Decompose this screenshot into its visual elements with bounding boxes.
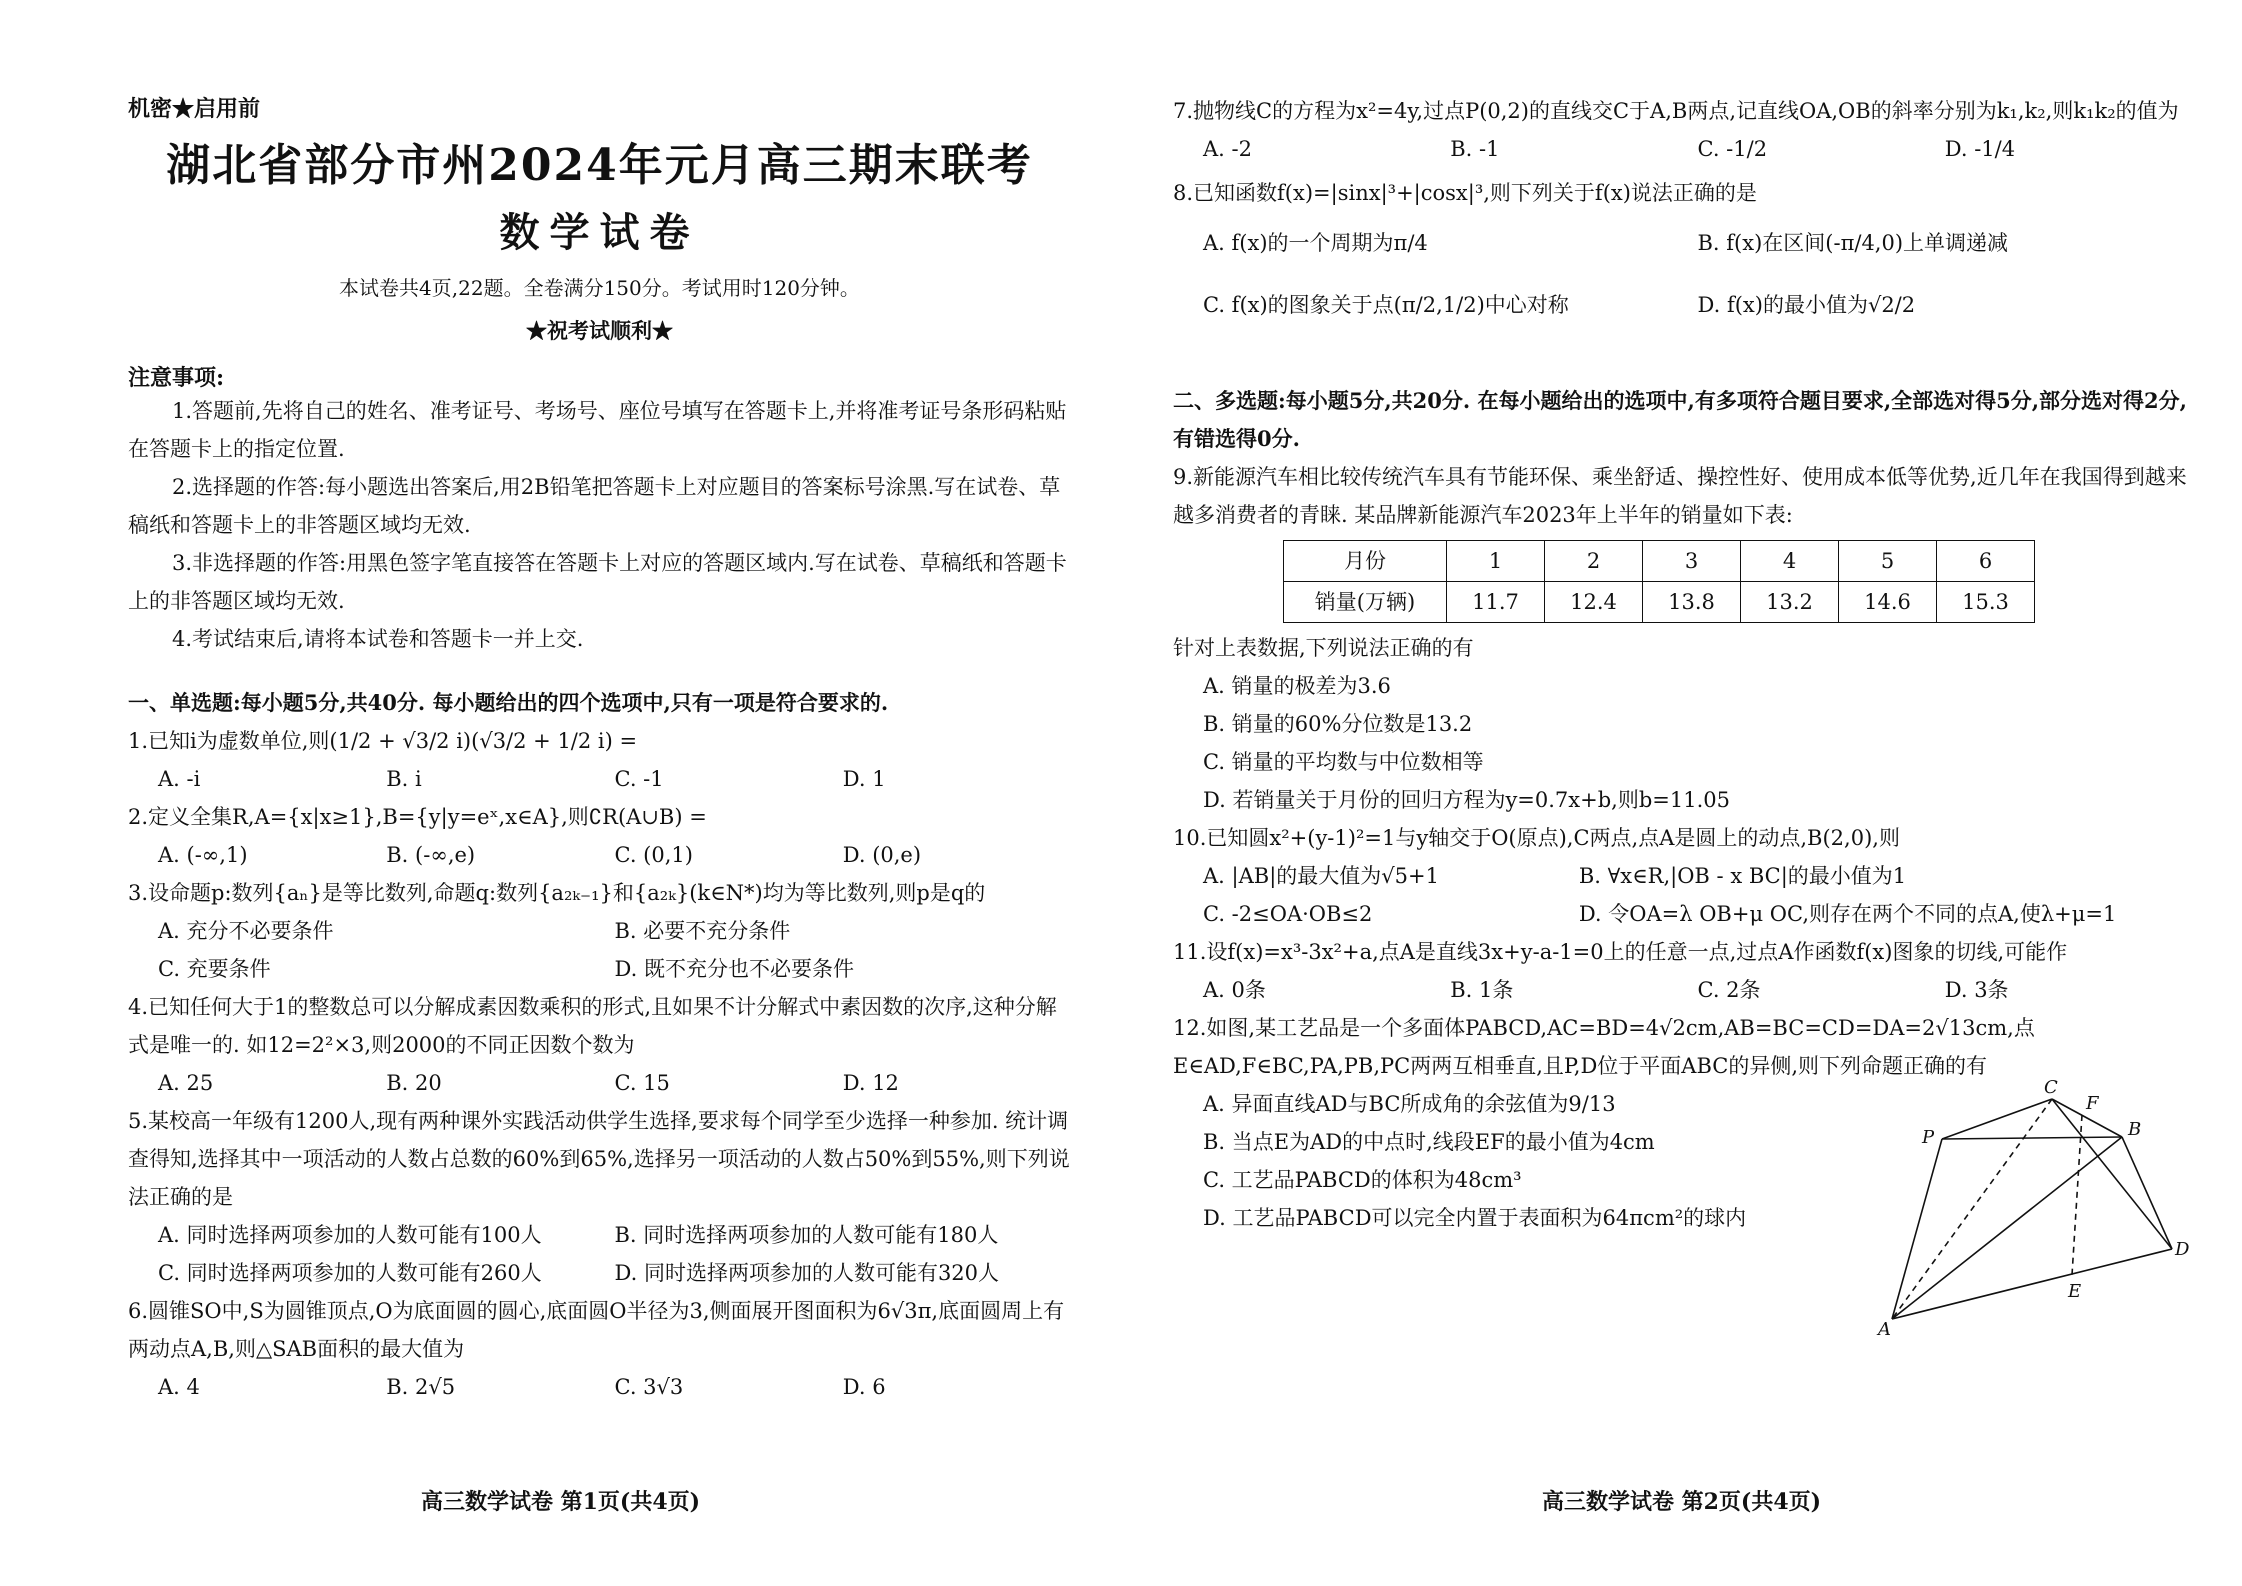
figure-label: P — [1922, 1127, 1935, 1148]
option-a: A. |AB|的最大值为√5+1 — [1203, 864, 1439, 888]
sales-table — [1283, 540, 2035, 623]
table-cell: 1 — [1447, 541, 1545, 582]
option-d: D. 1 — [842, 767, 886, 791]
option-d: D. 6 — [842, 1375, 886, 1399]
question-5 — [128, 1102, 1071, 1292]
question-stem: 10.已知圆x²+(y-1)²=1与y轴交于O(原点),C两点,点A是圆上的动点,B(2,0),则 — [1173, 826, 1900, 850]
option-d: D. 3条 — [1944, 978, 2009, 1002]
table-cell: 6 — [1937, 541, 2035, 582]
polyhedron-figure — [1872, 1079, 2192, 1339]
question-stem: 4.已知任何大于1的整数总可以分解成素因数乘积的形式,且如果不计分解式中素因数的次序,这种分解式是唯一的. 如12=2²×3,则2000的不同正因数个数为 — [128, 995, 1057, 1057]
option-d: D. 令OA=λ OB+μ OC,则存在两个不同的点A,使λ+μ=1 — [1578, 902, 2117, 926]
table-cell: 3 — [1643, 541, 1741, 582]
page-2 — [1121, 0, 2242, 1586]
edge-pc — [1942, 1099, 2052, 1139]
question-stem: 5.某校高一年级有1200人,现有两种课外实践活动供学生选择,要求每个同学至少选择一种参加. 统计调查得知,选择其中一项活动的人数占总数的60%到65%,选择另一项活动的人数占50%到55%,则下列说法正确的是 — [128, 1109, 1070, 1209]
table-row — [1284, 541, 2035, 582]
question-stem: 7.抛物线C的方程为x²=4y,过点P(0,2)的直线交C于A,B两点,记直线OA,OB的斜率分别为k₁,k₂,则k₁k₂的值为 — [1173, 99, 2179, 123]
option-d: D. 工艺品PABCD可以完全内置于表面积为64πcm²的球内 — [1203, 1206, 1747, 1230]
option-a: A. (-∞,1) — [158, 843, 248, 867]
option-a: A. 充分不必要条件 — [158, 919, 334, 943]
option-a: A. 0条 — [1203, 978, 1266, 1002]
exam-info: 本试卷共4页,22题。全卷满分150分。考试用时120分钟。 — [339, 276, 860, 300]
table-cell: 15.3 — [1937, 582, 2035, 623]
question-stem: 1.已知i为虚数单位,则(1/2 + √3/2 i)(√3/2 + 1/2 i) = — [128, 729, 638, 753]
option-c: C. f(x)的图象关于点(π/2,1/2)中心对称 — [1203, 293, 1569, 317]
option-b: B. 20 — [386, 1071, 442, 1095]
notice-item: 3.非选择题的作答:用黑色签字笔直接答在答题卡上对应的答题区域内.写在试卷、草稿纸和答题卡上的非答题区域均无效. — [128, 551, 1067, 613]
exam-title: 湖北省部分市州2024年元月高三期末联考 — [166, 140, 1033, 191]
option-a: A. 25 — [158, 1071, 214, 1095]
option-a: A. 4 — [158, 1375, 200, 1399]
edge-pa — [1892, 1139, 1942, 1319]
table-cell: 14.6 — [1839, 582, 1937, 623]
question-10 — [1173, 819, 2192, 933]
figure-label: C — [2044, 1079, 2058, 1098]
question-4 — [128, 988, 1071, 1102]
option-b: B. (-∞,e) — [386, 843, 476, 867]
option-b: B. 必要不充分条件 — [614, 919, 791, 943]
option-b: B. -1 — [1450, 137, 1500, 161]
section-1-heading: 一、单选题:每小题5分,共40分. 每小题给出的四个选项中,只有一项是符合要求的. — [128, 690, 889, 715]
option-c: C. 15 — [614, 1071, 670, 1095]
question-stem: 12.如图,某工艺品是一个多面体PABCD,AC=BD=4√2cm,AB=BC=CD=DA=2√13cm,点E∈AD,F∈BC,PA,PB,PC两两互相垂直,且P,D位于平面ABC的异侧,则下列命题正确的有 — [1173, 1016, 2035, 1078]
confidential-mark: 机密★启用前 — [128, 96, 261, 122]
table-cell: 11.7 — [1447, 582, 1545, 623]
option-d: D. 12 — [842, 1071, 899, 1095]
question-8 — [1173, 174, 2192, 336]
edge-ba — [1892, 1137, 2122, 1319]
figure-label: D — [2175, 1239, 2190, 1260]
edge-ca-hidden — [1892, 1099, 2052, 1319]
question-6 — [128, 1292, 1071, 1406]
option-c: C. -2≤OA·OB≤2 — [1203, 902, 1373, 926]
table-cell: 13.8 — [1643, 582, 1741, 623]
option-b: B. 同时选择两项参加的人数可能有180人 — [614, 1223, 999, 1247]
option-c: C. 3√3 — [614, 1375, 684, 1399]
question-9 — [1173, 458, 2192, 819]
table-cell: 13.2 — [1741, 582, 1839, 623]
edge-cd — [2052, 1099, 2172, 1249]
figure-label: F — [2086, 1093, 2099, 1114]
table-cell: 5 — [1839, 541, 1937, 582]
option-d: D. 若销量关于月份的回归方程为y=0.7x+b,则b=11.05 — [1203, 788, 1731, 812]
option-c: C. 销量的平均数与中位数相等 — [1203, 750, 1484, 774]
question-1 — [128, 722, 1071, 798]
option-c: C. -1 — [614, 767, 664, 791]
option-c: C. 工艺品PABCD的体积为48cm³ — [1203, 1168, 1522, 1192]
table-header-cell: 销量(万辆) — [1284, 582, 1447, 623]
notice-item: 4.考试结束后,请将本试卷和答题卡一并上交. — [172, 627, 584, 651]
edge-ad — [1892, 1249, 2172, 1319]
option-b: B. 当点E为AD的中点时,线段EF的最小值为4cm — [1203, 1130, 1655, 1154]
edge-bd — [2122, 1137, 2172, 1249]
edge-fe-hidden — [2072, 1115, 2082, 1275]
option-a: A. -i — [158, 767, 201, 791]
exam-subtitle: 数学试卷 — [499, 209, 700, 256]
page-1-footer: 高三数学试卷 第1页(共4页) — [420, 1489, 701, 1515]
figure-label: E — [2068, 1281, 2082, 1302]
option-a: A. f(x)的一个周期为π/4 — [1203, 231, 1428, 255]
option-c: C. 同时选择两项参加的人数可能有260人 — [158, 1261, 542, 1285]
option-b: B. ∀x∈R,|OB - x BC|的最小值为1 — [1578, 864, 1907, 888]
question-2 — [128, 798, 1071, 874]
option-d: D. f(x)的最小值为√2/2 — [1697, 293, 1916, 317]
question-7 — [1173, 92, 2192, 168]
table-cell: 4 — [1741, 541, 1839, 582]
edge-pb — [1942, 1137, 2122, 1139]
option-b: B. 1条 — [1450, 978, 1514, 1002]
option-c: C. (0,1) — [614, 843, 693, 867]
notice-item: 1.答题前,先将自己的姓名、准考证号、考场号、座位号填写在答题卡上,并将准考证号条形码粘贴在答题卡上的指定位置. — [128, 399, 1067, 461]
question-stem: 8.已知函数f(x)=|sinx|³+|cosx|³,则下列关于f(x)说法正确的是 — [1173, 181, 1757, 205]
question-stem: 2.定义全集R,A={x|x≥1},B={y|y=eˣ,x∈A},则∁R(A∪B) = — [128, 805, 707, 829]
table-row — [1284, 582, 2035, 623]
good-luck-line: ★祝考试顺利★ — [526, 318, 673, 343]
question-11 — [1173, 933, 2192, 1009]
notice-item: 2.选择题的作答:每小题选出答案后,用2B铅笔把答题卡上对应题目的答案标号涂黑.写在试卷、草稿纸和答题卡上的非答题区域均无效. — [128, 475, 1061, 537]
table-cell: 2 — [1545, 541, 1643, 582]
option-b: B. 销量的60%分位数是13.2 — [1203, 712, 1473, 736]
option-b: B. f(x)在区间(-π/4,0)上单调递减 — [1697, 231, 2009, 255]
question-stem: 6.圆锥SO中,S为圆锥顶点,O为底面圆的圆心,底面圆O半径为3,侧面展开图面积为6√3π,底面圆周上有两动点A,B,则△SAB面积的最大值为 — [128, 1299, 1065, 1361]
section-2-heading: 二、多选题:每小题5分,共20分. 在每小题给出的选项中,有多项符合题目要求,全部选对得5分,部分选对得2分,有错选得0分. — [1173, 388, 2187, 451]
option-b: B. 2√5 — [386, 1375, 456, 1399]
option-d: D. -1/4 — [1944, 137, 2016, 161]
option-a: A. 销量的极差为3.6 — [1203, 674, 1391, 698]
question-12 — [1173, 1009, 2192, 1339]
figure-label: A — [1878, 1319, 1891, 1339]
option-a: A. 同时选择两项参加的人数可能有100人 — [158, 1223, 542, 1247]
table-header-cell: 月份 — [1284, 541, 1447, 582]
figure-label: B — [2128, 1119, 2142, 1140]
option-c: C. -1/2 — [1697, 137, 1768, 161]
option-a: A. -2 — [1203, 137, 1252, 161]
option-b: B. i — [386, 767, 422, 791]
option-d: D. 既不充分也不必要条件 — [614, 957, 854, 981]
page-2-footer: 高三数学试卷 第2页(共4页) — [1541, 1489, 1822, 1515]
table-cell: 12.4 — [1545, 582, 1643, 623]
option-c: C. 充要条件 — [158, 957, 271, 981]
option-d: D. (0,e) — [842, 843, 922, 867]
option-a: A. 异面直线AD与BC所成角的余弦值为9/13 — [1203, 1092, 1616, 1116]
question-3 — [128, 874, 1071, 988]
question-stem: 3.设命题p:数列{aₙ}是等比数列,命题q:数列{a₂ₖ₋₁}和{a₂ₖ}(k∈N*)均为等比数列,则p是q的 — [128, 881, 986, 905]
question-stem: 9.新能源汽车相比较传统汽车具有节能环保、乘坐舒适、操控性好、使用成本低等优势,近几年在我国得到越来越多消费者的青睐. 某品牌新能源汽车2023年上半年的销量如下表: — [1173, 465, 2187, 527]
option-d: D. 同时选择两项参加的人数可能有320人 — [614, 1261, 1000, 1285]
question-stem: 11.设f(x)=x³-3x²+a,点A是直线3x+y-a-1=0上的任意一点,过点A作函数f(x)图象的切线,可能作 — [1173, 940, 2068, 964]
option-c: C. 2条 — [1697, 978, 1761, 1002]
question-stem-continued: 针对上表数据,下列说法正确的有 — [1173, 636, 1474, 660]
notice-heading: 注意事项: — [128, 365, 225, 391]
